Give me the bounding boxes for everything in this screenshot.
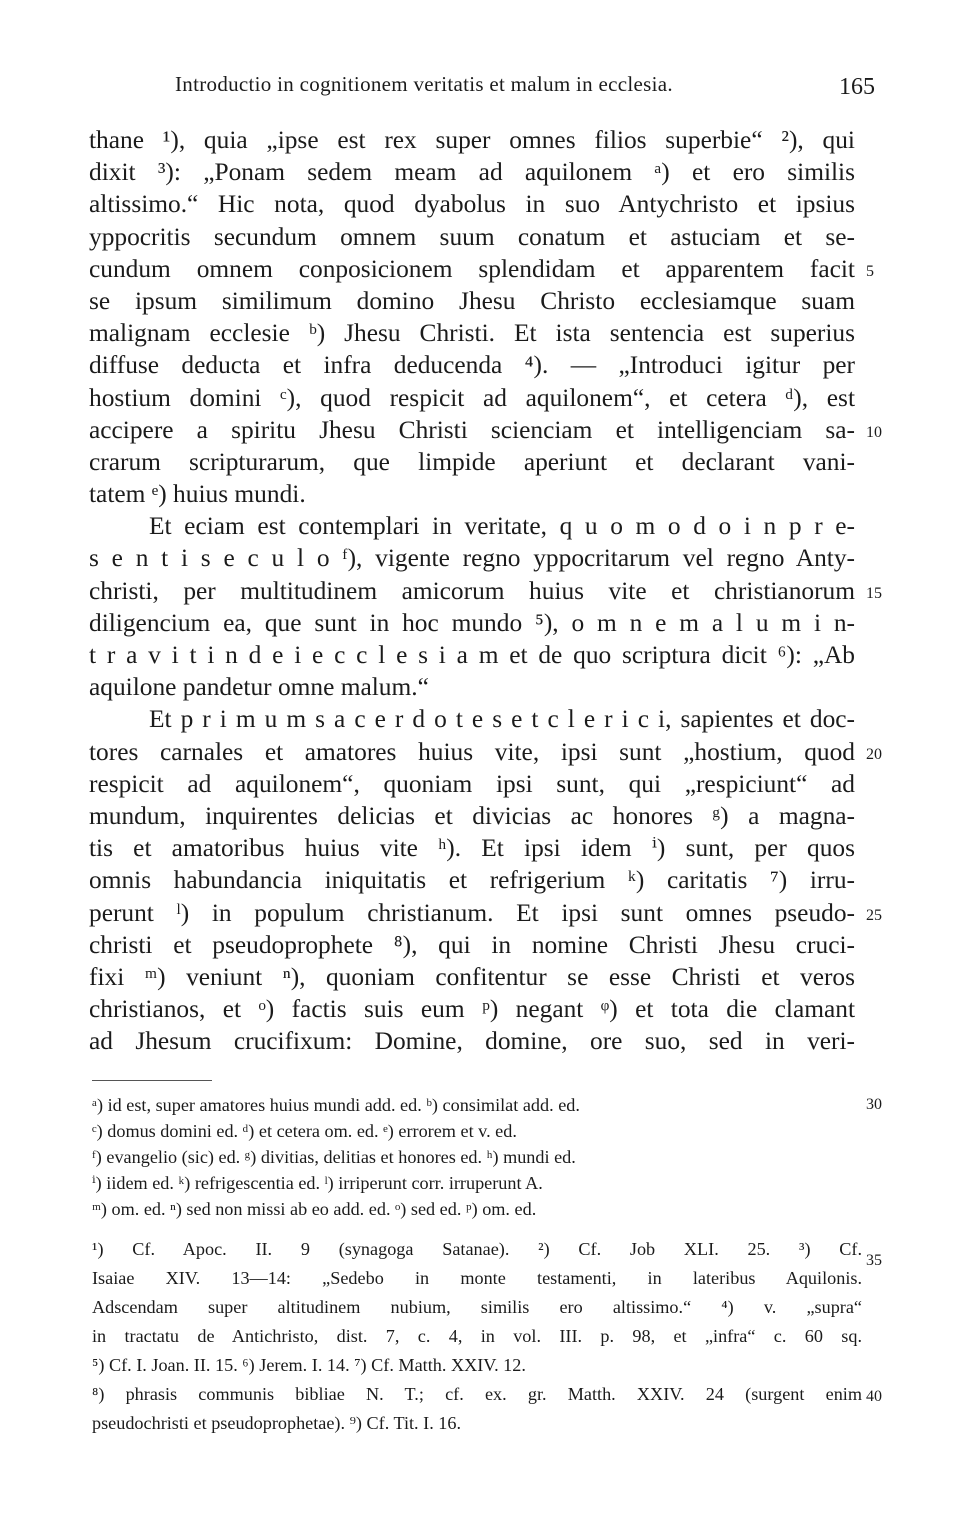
text-line: christi et pseudoprophete ⁸), qui in nomine Christi Jhesu cruci-	[89, 930, 855, 959]
text-line: dixit ³): „Ponam sedem meam ad aquilonem ᵃ) et ero similis	[89, 158, 855, 187]
footnote-line-number: 30	[866, 1096, 882, 1113]
text-line: respicit ad aquilonem“, quoniam ipsi sunt, qui „respiciunt“ ad	[89, 769, 855, 798]
text-line: mundum, inquirentes delicias et divicias ac honores ᵍ) a magna-	[89, 801, 855, 830]
footnote-separator	[92, 1080, 212, 1081]
line-number: 15	[866, 585, 882, 602]
text-line: se ipsum similimum domino Jhesu Christo ecclesiamque suam	[89, 286, 855, 315]
line-number: 10	[866, 424, 882, 441]
source-note: ⁵) Cf. I. Joan. II. 15. ⁶) Jerem. I. 14. ⁷) Cf. Matth. XXIV. 12.	[92, 1355, 526, 1375]
page-header	[175, 72, 875, 106]
source-note: Adscendam super altitudinem nubium, similis ero altissimo.“ ⁴) v. „supra“	[92, 1297, 862, 1317]
text-line: yppocritis secundum omnem suum conatum et astuciam et se-	[89, 222, 855, 251]
apparatus-note: ᵃ) id est, super amatores huius mundi add. ed. ᵇ) consimilat add. ed.	[92, 1095, 580, 1115]
apparatus-note: ᶠ) evangelio (sic) ed. ᵍ) divitias, delitias et honores ed. ʰ) mundi ed.	[92, 1147, 576, 1167]
text-line: ad Jhesum crucifixum: Domine, domine, ore suo, sed in veri-	[89, 1027, 855, 1056]
source-note: pseudochristi et pseudoprophetae). ⁹) Cf. Tit. I. 16.	[92, 1413, 462, 1433]
text-line: diffuse deducta et infra deducenda ⁴). — „Introduci igitur per	[89, 351, 855, 380]
text-line: t r a v i t i n d e i e c c l e s i a m et de quo scriptura dicit ⁶): „Ab	[89, 641, 855, 669]
text-line: christi, per multitudinem amicorum huius vite et christianorum	[89, 576, 855, 605]
text-line: christianos, et ᵒ) factis suis eum ᵖ) negant ᵠ) et tota die clamant	[89, 995, 855, 1024]
text-line: tis et amatoribus huius vite ʰ). Et ipsi idem ⁱ) sunt, per quos	[89, 834, 855, 863]
main-text	[89, 124, 855, 1057]
text-line: altissimo.“ Hic nota, quod dyabolus in suo Antychristo et ipsius	[89, 190, 855, 219]
text-line: Et p r i m u m s a c e r d o t e s e t c l e r i c i, sapientes et doc-	[149, 705, 855, 734]
text-line: tatem ᵉ) huius mundi.	[89, 480, 306, 509]
footnote-line-number: 40	[866, 1388, 882, 1405]
apparatus-note: ᶜ) domus domini ed. ᵈ) et cetera om. ed. ᵉ) errorem et v. ed.	[92, 1121, 517, 1141]
text-line: tores carnales et amatores huius vite, ipsi sunt „hostium, quod	[89, 737, 855, 766]
apparatus-note: ⁱ) iidem ed. ᵏ) refrigescentia ed. ˡ) irriperunt corr. irruperunt A.	[92, 1173, 543, 1193]
text-line: omnis habundancia iniquitatis et refrigerium ᵏ) caritatis ⁷) irru-	[89, 866, 855, 895]
source-note: in tractatu de Antichristo, dist. 7, c. 4, in vol. III. p. 98, et „infra“ c. 60 sq.	[92, 1326, 862, 1346]
text-line: Et eciam est contemplari in veritate, q u o m o d o i n p r e-	[149, 512, 855, 541]
text-line: perunt ˡ) in populum christianum. Et ipsi sunt omnes pseudo-	[89, 898, 855, 927]
text-line: s e n t i s e c u l o ᶠ), vigente regno yppocritarum vel regno Anty-	[89, 544, 855, 573]
running-head: Introductio in cognitionem veritatis et malum in ecclesia.	[175, 72, 673, 96]
source-note: ¹) Cf. Apoc. II. 9 (synagoga Satanae). ²) Cf. Job XLI. 25. ³) Cf.	[92, 1239, 862, 1259]
line-number: 20	[866, 746, 882, 763]
line-number: 5	[866, 263, 874, 280]
text-line: accipere a spiritu Jhesu Christi scienciam et intelligenciam sa-	[89, 415, 855, 444]
text-line: hostium domini ᶜ), quod respicit ad aquilonem“, et cetera ᵈ), est	[89, 383, 855, 412]
source-note: Isaiae XIV. 13—14: „Sedebo in monte testamenti, in lateribus Aquilonis.	[92, 1268, 862, 1288]
text-line: diligencium ea, que sunt in hoc mundo ⁵), o m n e m a l u m i n-	[89, 608, 855, 637]
text-line: fixi ᵐ) veniunt ⁿ), quoniam confitentur se esse Christi et veros	[89, 962, 855, 991]
text-line: cundum omnem conposicionem splendidam et apparentem facit	[89, 254, 855, 283]
line-number: 25	[866, 907, 882, 924]
text-line: aquilone pandetur omne malum.“	[89, 673, 429, 702]
apparatus-note: ᵐ) om. ed. ⁿ) sed non missi ab eo add. ed. ᵒ) sed ed. ᵖ) om. ed.	[92, 1199, 537, 1219]
text-line: crarum scripturarum, que limpide aperiunt et declarant vani-	[89, 447, 855, 476]
page-number: 165	[839, 74, 875, 100]
source-note: ⁸) phrasis communis bibliae N. T.; cf. ex. gr. Matth. XXIV. 24 (surgent enim	[92, 1384, 862, 1404]
text-line: thane ¹), quia „ipse est rex super omnes filios superbie“ ²), qui	[89, 126, 855, 154]
text-line: malignam ecclesie ᵇ) Jhesu Christi. Et ista sentencia est superius	[89, 319, 855, 348]
footnote-line-number: 35	[866, 1252, 882, 1269]
